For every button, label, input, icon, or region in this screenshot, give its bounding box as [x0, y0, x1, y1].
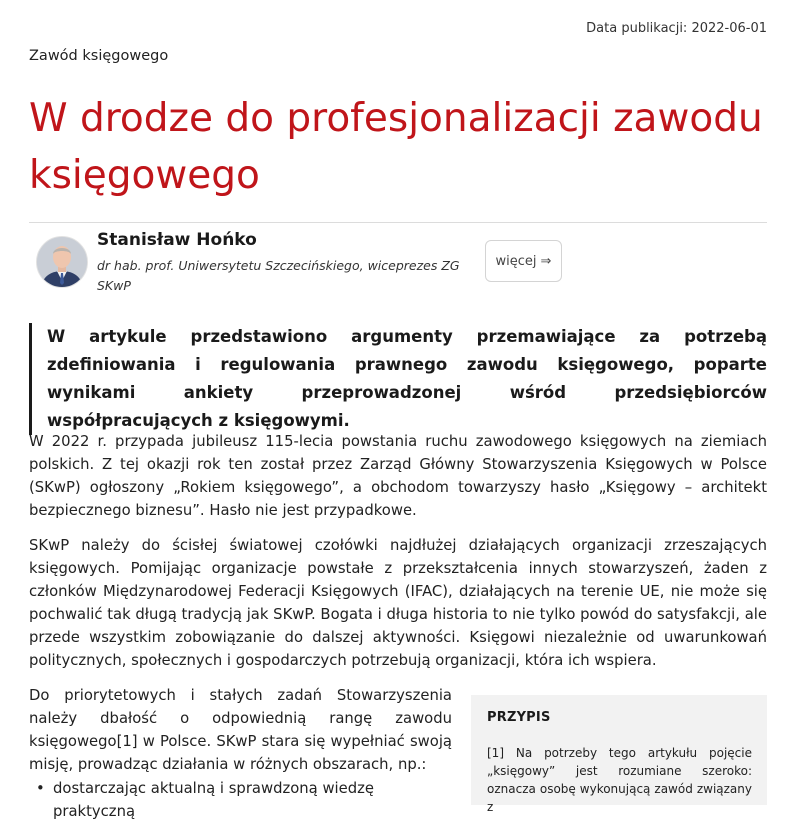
divider — [29, 222, 767, 223]
category-label[interactable]: Zawód księgowego — [29, 48, 169, 64]
article-lead: W artykule przedstawiono argumenty przemawiające za potrzebą zdefiniowania i regulowania prawnego zawodu księgowego, poparte wynikami ankiety przeprowadzonej wśród przedsiębiorców współpracujących z księgowymi. — [29, 323, 767, 435]
more-button-label: więcej — [495, 253, 537, 269]
bullet-list — [29, 777, 452, 823]
footnote-text: [1] Na potrzeby tego artykułu pojęcie „księgowy” jest rozumiane szeroko: oznacza osobę wykonującą zawód związany z — [487, 746, 752, 814]
publication-date: Data publikacji: 2022-06-01 — [586, 21, 767, 36]
paragraph-3: Do priorytetowych i stałych zadań Stowarzyszenia należy dbałość o odpowiednią rangę zawodu księgowego[1] w Polsce. SKwP stara się wypełniać swoją misję, prowadząc działania w różnych obszarach, np.: — [29, 687, 452, 773]
author-name[interactable]: Stanisław Hońko — [97, 230, 257, 250]
author-more-button[interactable] — [485, 240, 562, 282]
footnote-heading: PRZYPIS — [487, 710, 551, 725]
paragraph-1: W 2022 r. przypada jubileusz 115-lecia powstania ruchu zawodowego księgowych na ziemiach polskich. Z tej okazji rok ten został przez Zarząd Główny Stowarzyszenia Księgowych w Polsce (SKwP) ogłoszony „Rokiem księgowego”, a obchodom towarzyszy hasło „Księgowy – architekt bezpiecznego biznesu”. Hasło nie jest przypadkowe. — [29, 433, 767, 519]
avatar-portrait-icon — [37, 237, 87, 287]
article-title: W drodze do profesjonalizacji zawodu księgowego — [29, 96, 763, 198]
footnote-box — [471, 695, 767, 814]
list-item: • dostarczając aktualną i sprawdzoną wiedzę praktyczną — [29, 777, 452, 823]
paragraph-2: SKwP należy do ścisłej światowej czołówki najdłużej działających organizacji zrzeszających księgowych. Pomijając organizacje powstałe z przekształcenia innych stowarzyszeń, żaden z członków Międzynarodowej Federacji Księgowych (IFAC), działających na terenie UE, nie może się pochwalić tak długą tradycją jak SKwP. Bogata i długa historia to nie tylko powód do satysfakcji, ale przede wszystkim zobowiązanie do dalszej aktywności. Księgowi niezależnie od uwarunkowań politycznych, społecznych i gospodarczych potrzebują organizacji, która ich wspiera. — [29, 537, 767, 669]
author-description: dr hab. prof. Uniwersytetu Szczecińskiego, wiceprezes ZG SKwP — [97, 258, 460, 293]
author-avatar — [36, 236, 88, 288]
arrow-right-icon: ⇒ — [540, 253, 552, 269]
